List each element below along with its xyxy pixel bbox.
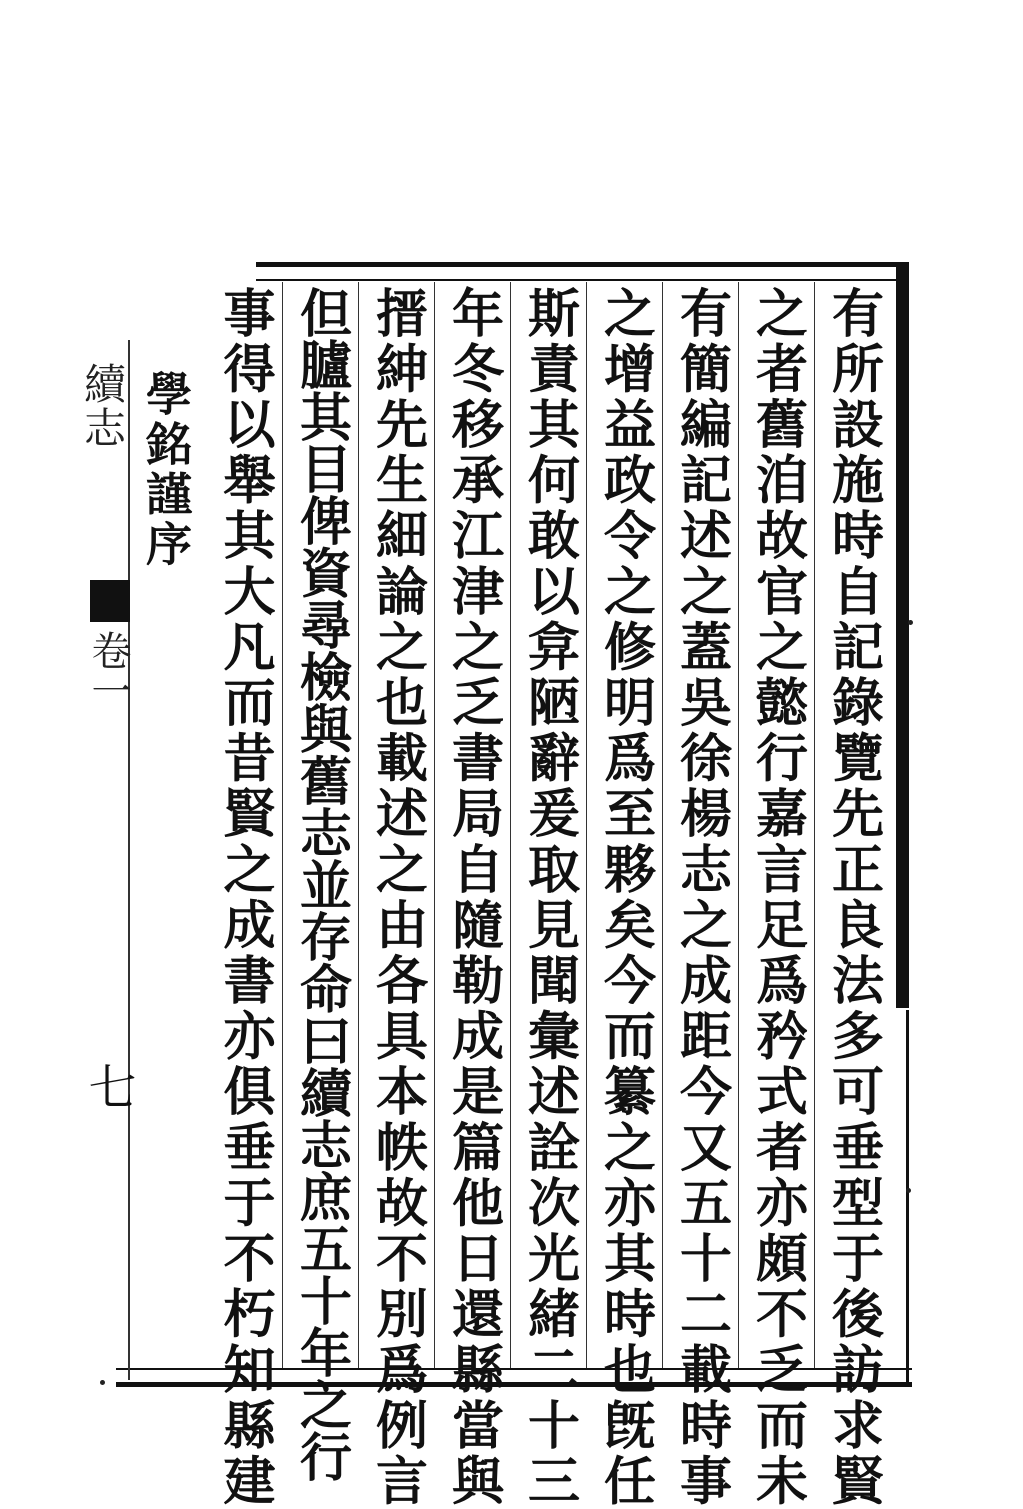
frame-right-border-lower	[906, 1010, 909, 1382]
column-text: 之者舊洎故官之懿行嘉言足爲矜式者亦頗不乏而未	[746, 286, 808, 1509]
column-text: 年冬移承江津之乏書局自隨勒成是篇他日還縣當與	[442, 286, 504, 1509]
column-text: 斯責其何敢以弇陋辭爰取見聞彙述詮次光緒二十三	[518, 286, 580, 1509]
column-text: 搢紳先生細論之也載述之由各具本帙故不別爲例言	[366, 286, 428, 1509]
margin-page-number: 七	[80, 1062, 136, 1110]
margin-rule	[128, 340, 130, 1380]
text-column	[510, 282, 586, 1509]
text-column	[814, 282, 890, 1509]
text-column	[434, 282, 510, 1509]
ink-speck	[100, 1380, 105, 1385]
ink-speck	[908, 620, 913, 625]
margin-volume: 卷一	[85, 630, 131, 710]
frame-right-border	[896, 262, 909, 1008]
margin-book-title: 續志	[78, 362, 127, 450]
section-title: 學銘謹序	[139, 370, 193, 570]
text-column	[586, 282, 662, 1509]
text-column	[662, 282, 738, 1509]
text-column	[282, 282, 358, 1482]
fish-tail-block	[90, 580, 130, 622]
column-text: 有簡編記述之蓋吳徐楊志之成距今又五十二載時事	[670, 286, 732, 1509]
text-column	[358, 282, 434, 1509]
text-column	[738, 282, 814, 1509]
column-text: 事得以舉其大凡而昔賢之成書亦俱垂于不朽知縣建	[214, 286, 275, 1509]
column-text: 但臚其目俾資尋檢與舊志並存命曰續志庶五十年之行	[290, 286, 352, 1482]
column-text: 之增益政令之修明爲至夥矣今而纂之亦其時也旣任	[594, 286, 656, 1509]
text-column	[206, 282, 282, 1509]
column-text: 有所設施時自記錄覽先正良法多可垂型于後訪求賢	[822, 286, 884, 1509]
ink-speck	[906, 1188, 911, 1193]
text-columns	[206, 282, 890, 1509]
frame-top-rule	[256, 262, 908, 281]
